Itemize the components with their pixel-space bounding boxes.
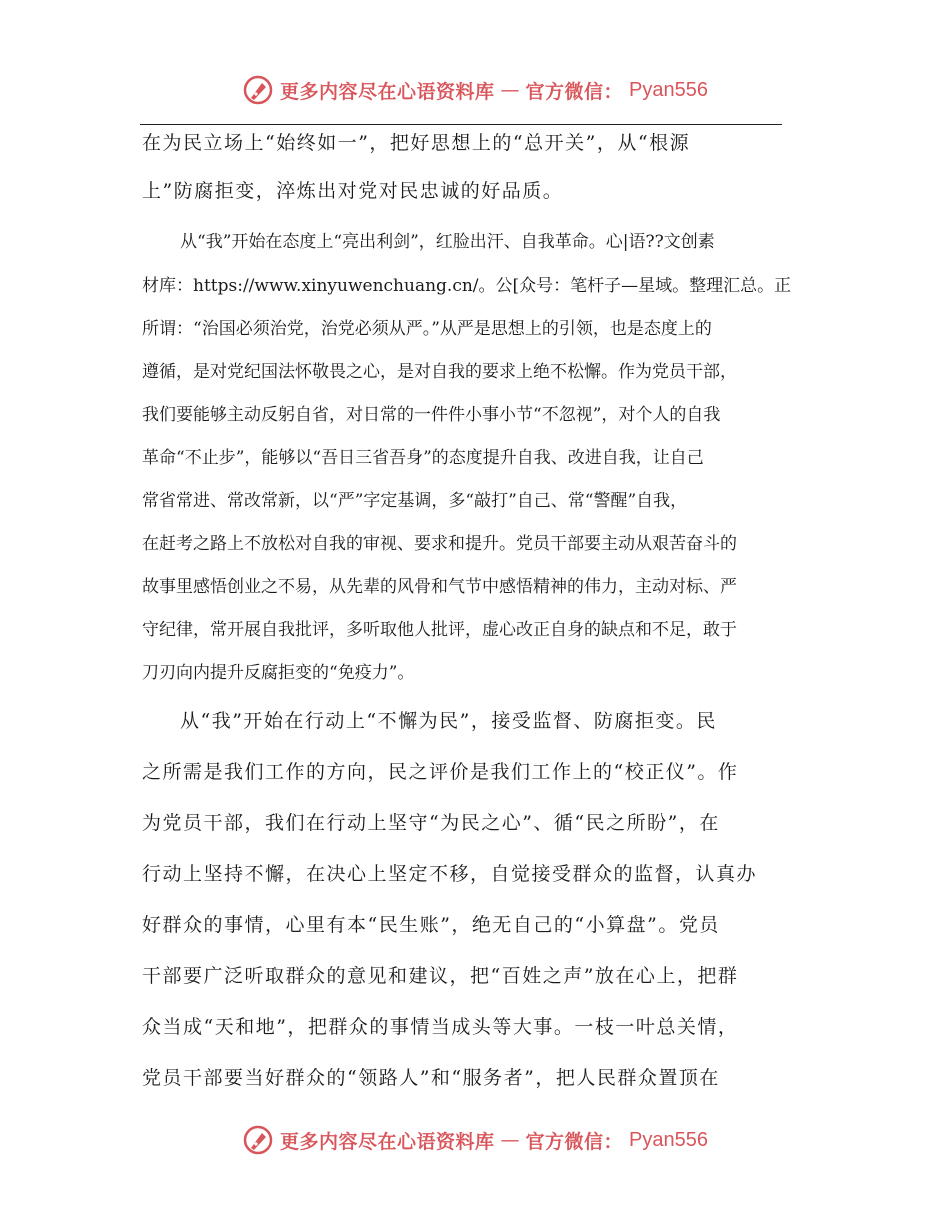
text-line: 刀刃向内提升反腐拒变的“免疫力”。: [142, 663, 415, 683]
text-line: 从“我”开始在态度上“亮出利剑”，红脸出汗、自我革命。心|语??文创素: [180, 232, 715, 252]
text-line: 常省常进、常改常新，以“严”字定基调，多“敲打”自己、常“警醒”自我，: [142, 491, 688, 511]
text-line: 革命“不止步”，能够以“吾日三省吾身”的态度提升自我、改进自我，让自己: [142, 448, 704, 468]
text-line: 在为民立场上“始终如一”，把好思想上的“总开关”，从“根源: [142, 132, 691, 154]
text-line: 众当成“天和地”，把群众的事情当成头等大事。一枝一叶总关情，: [142, 1016, 739, 1038]
text-line: 所谓：“治国必须治党，治党必须从严。”从严是思想上的引领，也是态度上的: [142, 319, 712, 339]
text-line: 我们要能够主动反躬自省，对日常的一件件小事小节“不忽视”，对个人的自我: [142, 405, 721, 425]
pen-nib-logo-icon: [242, 74, 274, 106]
page-footer: [0, 1120, 950, 1160]
header-contact-id: Pyan556: [629, 78, 708, 101]
text-line: 遵循，是对党纪国法怀敬畏之心，是对自我的要求上绝不松懈。作为党员干部，: [142, 362, 737, 382]
footer-contact-id: Pyan556: [629, 1128, 708, 1151]
text-line: 上”防腐拒变，淬炼出对党对民忠诚的好品质。: [142, 180, 564, 202]
text-line: 为党员干部，我们在行动上坚守“为民之心”、循“民之所盼”，在: [142, 812, 720, 834]
text-line: 党员干部要当好群众的“领路人”和“服务者”，把人民群众置顶在: [142, 1067, 720, 1089]
text-line: 干部要广泛听取群众的意见和建议，把“百姓之声”放在心上，把群: [142, 965, 739, 987]
text-line: 故事里感悟创业之不易，从先辈的风骨和气节中感悟精神的伟力，主动对标、严: [142, 577, 737, 597]
header-brand: [242, 74, 708, 106]
text-line: 材库：https://www.xinyuwenchuang.cn/。公[众号：笔杆子—星域。整理汇总。正: [142, 276, 792, 296]
header-separator: —: [500, 79, 520, 101]
text-line: 在赶考之路上不放松对自我的审视、要求和提升。党员干部要主动从艰苦奋斗的: [142, 534, 737, 554]
footer-separator: —: [500, 1129, 520, 1151]
text-line: 好群众的事情，心里有本“民生账”，绝无自己的“小算盘”。党员: [142, 914, 720, 936]
pen-nib-logo-icon: [242, 1124, 274, 1156]
text-line: 之所需是我们工作的方向，民之评价是我们工作上的“校正仪”。作: [142, 761, 739, 783]
header-rule: [140, 124, 782, 125]
header-brand-text: 更多内容尽在心语资料库: [280, 80, 495, 103]
footer-contact-label: 官方微信：: [525, 1130, 624, 1153]
page-header: [0, 70, 950, 110]
text-line: 行动上坚持不懈，在决心上坚定不移，自觉接受群众的监督，认真办: [142, 863, 758, 885]
header-contact-label: 官方微信：: [525, 80, 624, 103]
footer-brand-text: 更多内容尽在心语资料库: [280, 1130, 495, 1153]
text-line: 守纪律，常开展自我批评，多听取他人批评，虚心改正自身的缺点和不足，敢于: [142, 620, 737, 640]
text-line: 从“我”开始在行动上“不懈为民”，接受监督、防腐拒变。民: [180, 710, 717, 732]
footer-brand: [242, 1124, 708, 1156]
